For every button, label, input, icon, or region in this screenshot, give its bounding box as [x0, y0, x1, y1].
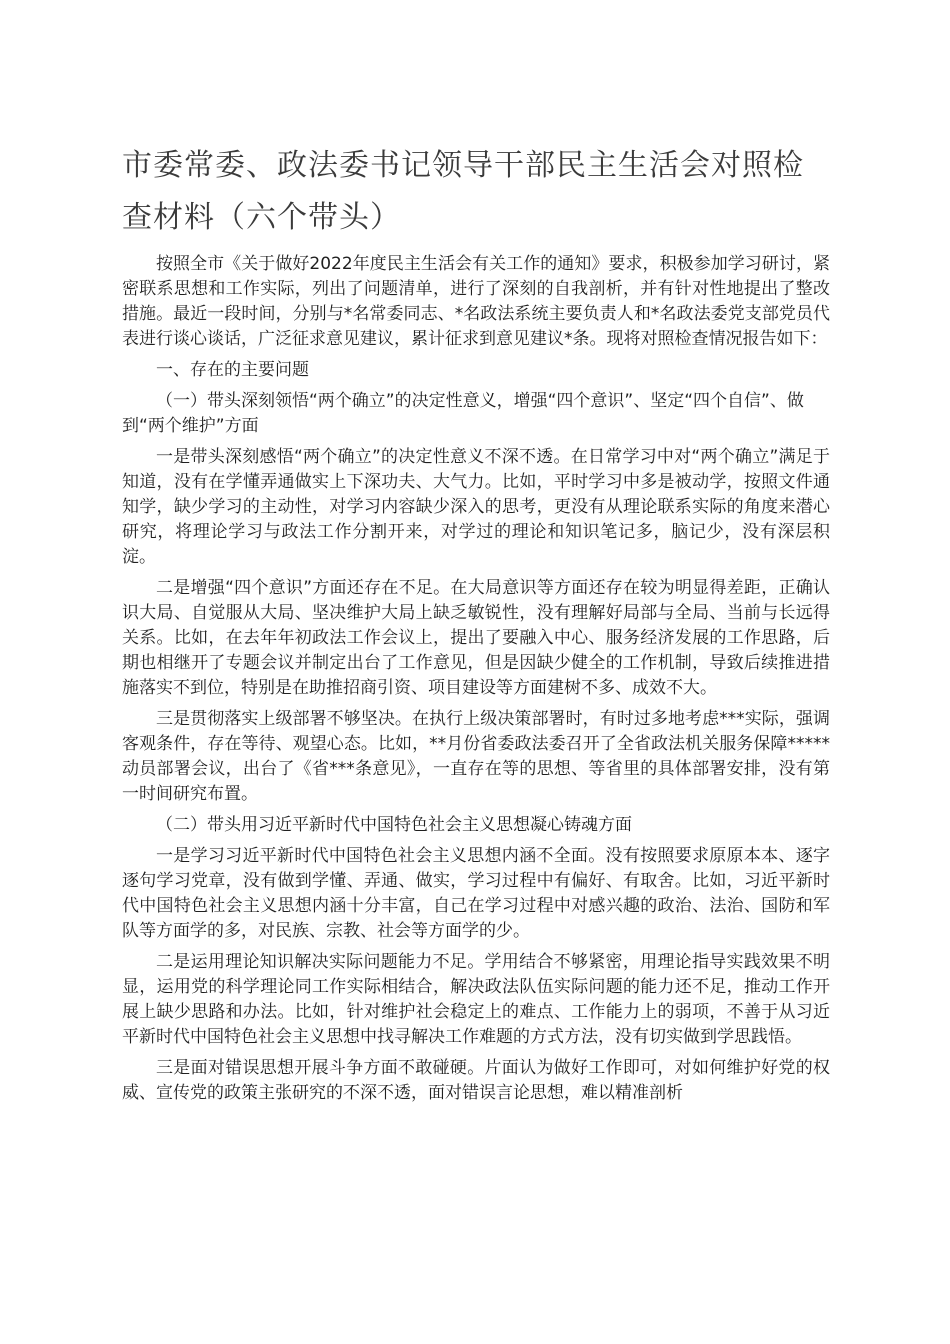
- subsection-heading-2: （二）带头用习近平新时代中国特色社会主义思想凝心铸魂方面: [156, 815, 632, 835]
- paragraph-2-3: 三是面对错误思想开展斗争方面不敢碰硬。片面认为做好工作即可，对如何维护好党的权威、宣传党的政策主张研究的不深不透，面对错误言论思想，难以精准剖析: [122, 1058, 830, 1103]
- paragraph-1-2: 二是增强“四个意识”方面还存在不足。在大局意识等方面还存在较为明显得差距，正确认识大局、自觉服从大局、坚决维护大局上缺乏敏锐性，没有理解好局部与全局、当前与长远得关系。比如，在去年年初政法工作会议上，提出了要融入中心、服务经济发展的工作思路，后期也相继开了专题会议并制定出台了工作意见，但是因缺少健全的工作机制，导致后续推进措施落实不到位，特别是在助推招商引资、项目建设等方面建树不多、成效不大。: [122, 578, 830, 698]
- document-page: [122, 140, 830, 1112]
- paragraph-1-1: 一是带头深刻感悟“两个确立”的决定性意义不深不透。在日常学习中对“两个确立”满足于知道，没有在学懂弄通做实上下深功夫、大气力。比如，平时学习中多是被动学，按照文件通知学，缺少学习的主动性，对学习内容缺少深入的思考，更没有从理论联系实际的角度来潜心研究，将理论学习与政法工作分割开来，对学过的理论和知识笔记多，脑记少，没有深层积淀。: [122, 447, 830, 567]
- document-title: 市委常委、政法委书记领导干部民主生活会对照检查材料（六个带头）: [122, 148, 804, 235]
- intro-paragraph: 按照全市《关于做好2022年度民主生活会有关工作的通知》要求，积极参加学习研讨，紧密联系思想和工作实际，列出了问题清单，进行了深刻的自我剖析，并有针对性地提出了整改措施。最近一段时间，分别与*名常委同志、*名政法系统主要负责人和*名政法委党支部党员代表进行谈心谈话，广泛征求意见建议，累计征求到意见建议*条。现将对照检查情况报告如下：: [122, 254, 830, 349]
- subsection-heading-1: （一）带头深刻领悟“两个确立”的决定性意义，增强“四个意识”、坚定“四个自信”、做到“两个维护”方面: [122, 391, 804, 436]
- section-heading-1: 一、存在的主要问题: [156, 360, 309, 380]
- paragraph-2-2: 二是运用理论知识解决实际问题能力不足。学用结合不够紧密，用理论指导实践效果不明显，运用党的科学理论同工作实际相结合，解决政法队伍实际问题的能力还不足，推动工作开展上缺少思路和办法。比如，针对维护社会稳定上的难点、工作能力上的弱项，不善于从习近平新时代中国特色社会主义思想中找寻解决工作难题的方式方法，没有切实做到学思践悟。: [122, 952, 830, 1047]
- paragraph-1-3: 三是贯彻落实上级部署不够坚决。在执行上级决策部署时，有时过多地考虑***实际，强调客观条件，存在等待、观望心态。比如，**月份省委政法委召开了全省政法机关服务保障*****动员部署会议，出台了《省***条意见》，一直存在等的思想、等省里的具体部署安排，没有第一时间研究布置。: [122, 709, 830, 804]
- paragraph-2-1: 一是学习习近平新时代中国特色社会主义思想内涵不全面。没有按照要求原原本本、逐字逐句学习党章，没有做到学懂、弄通、做实，学习过程中有偏好、有取舍。比如，习近平新时代中国特色社会主义思想内涵十分丰富，自己在学习过程中对感兴趣的政治、法治、国防和军队等方面学的多，对民族、宗教、社会等方面学的少。: [122, 846, 830, 941]
